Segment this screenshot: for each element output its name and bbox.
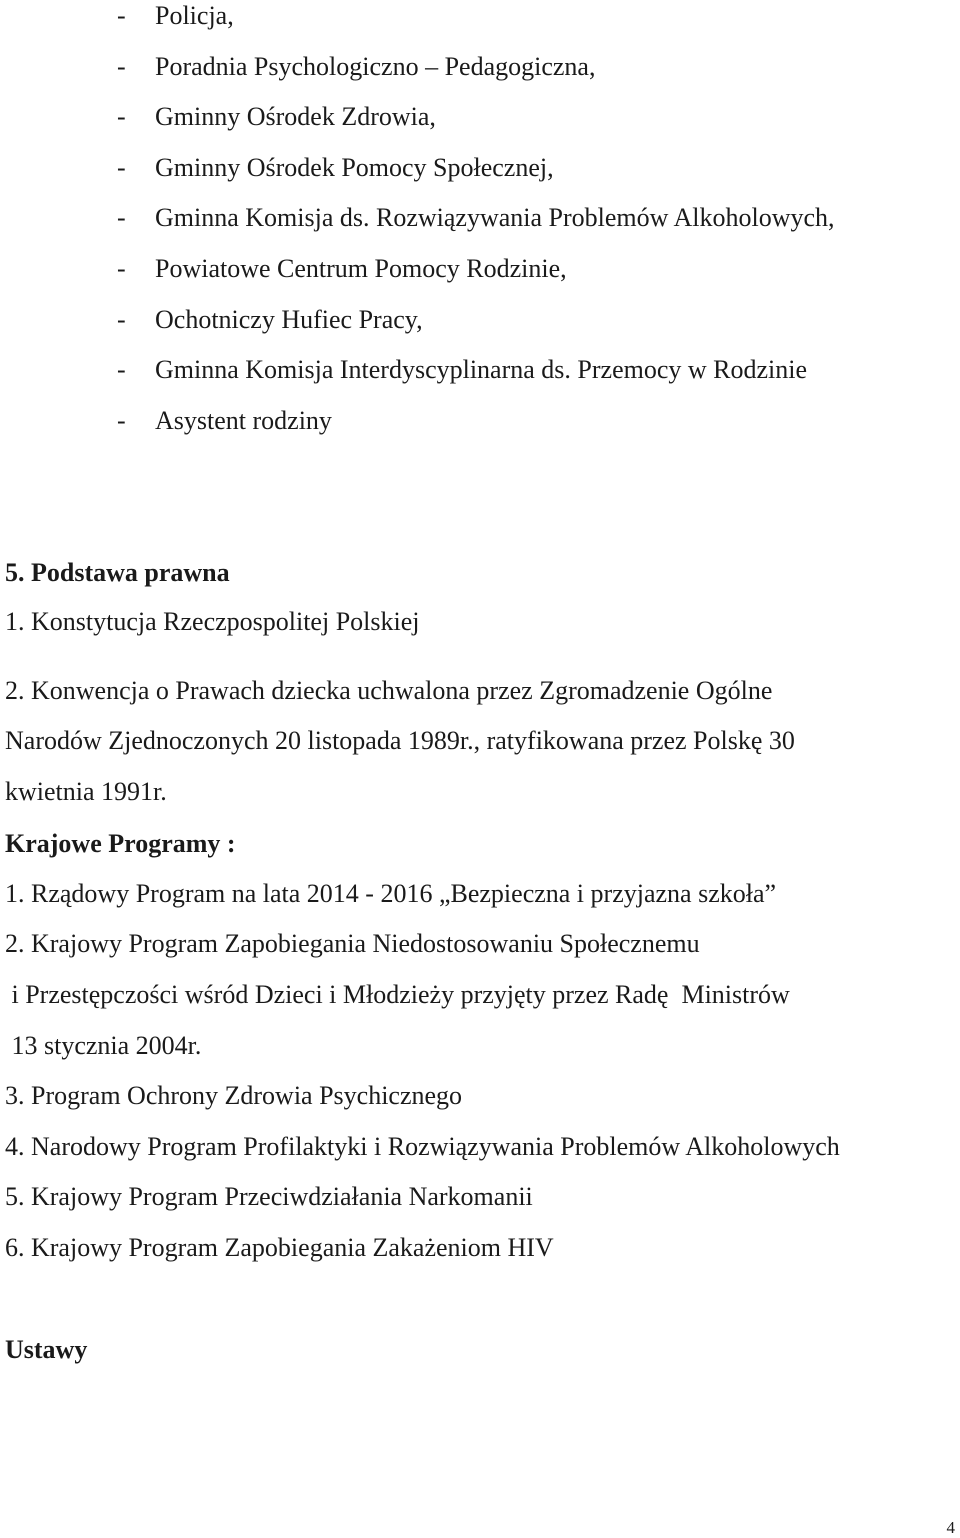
list-item-text: Gminna Komisja ds. Rozwiązywania Problemów Alkoholowych,: [155, 203, 835, 232]
legal-basis-item: kwietnia 1991r.: [5, 777, 167, 806]
list-item-text: Gminny Ośrodek Zdrowia,: [155, 102, 436, 131]
legal-basis-item: 2. Konwencja o Prawach dziecka uchwalona przez Zgromadzenie Ogólne: [5, 676, 773, 705]
bullet-dash: -: [117, 153, 126, 182]
program-item: 6. Krajowy Program Zapobiegania Zakażeniom HIV: [5, 1233, 554, 1262]
program-item: 5. Krajowy Program Przeciwdziałania Narkomanii: [5, 1182, 533, 1211]
list-item-text: Policja,: [155, 1, 234, 30]
section-heading-legal-basis: 5. Podstawa prawna: [5, 558, 230, 587]
section-heading-national-programs: Krajowe Programy :: [5, 829, 236, 858]
list-item-text: Ochotniczy Hufiec Pracy,: [155, 305, 423, 334]
program-item: 4. Narodowy Program Profilaktyki i Rozwiązywania Problemów Alkoholowych: [5, 1132, 840, 1161]
program-item: 3. Program Ochrony Zdrowia Psychicznego: [5, 1081, 463, 1110]
list-item-text: Poradnia Psychologiczno – Pedagogiczna,: [155, 52, 596, 81]
bullet-dash: -: [117, 102, 126, 131]
bullet-dash: -: [117, 355, 126, 384]
legal-basis-item: 1. Konstytucja Rzeczpospolitej Polskiej: [5, 607, 420, 636]
bullet-dash: -: [117, 1, 126, 30]
list-item-text: Gminny Ośrodek Pomocy Społecznej,: [155, 153, 554, 182]
page-number: 4: [946, 1518, 955, 1537]
legal-basis-item: Narodów Zjednoczonych 20 listopada 1989r., ratyfikowana przez Polskę 30: [5, 726, 795, 755]
list-item-text: Asystent rodziny: [155, 406, 332, 435]
section-heading-laws: Ustawy: [5, 1335, 88, 1364]
bullet-dash: -: [117, 406, 126, 435]
bullet-dash: -: [117, 254, 126, 283]
list-item-text: Powiatowe Centrum Pomocy Rodzinie,: [155, 254, 567, 283]
program-item: i Przestępczości wśród Dzieci i Młodzieży przyjęty przez Radę Ministrów: [5, 980, 790, 1009]
program-item: 1. Rządowy Program na lata 2014 - 2016 „Bezpieczna i przyjazna szkoła”: [5, 879, 777, 908]
bullet-dash: -: [117, 203, 126, 232]
list-item-text: Gminna Komisja Interdyscyplinarna ds. Przemocy w Rodzinie: [155, 355, 808, 384]
program-item: 13 stycznia 2004r.: [5, 1031, 202, 1060]
bullet-dash: -: [117, 305, 126, 334]
bullet-dash: -: [117, 52, 126, 81]
program-item: 2. Krajowy Program Zapobiegania Niedostosowaniu Społecznemu: [5, 929, 700, 958]
